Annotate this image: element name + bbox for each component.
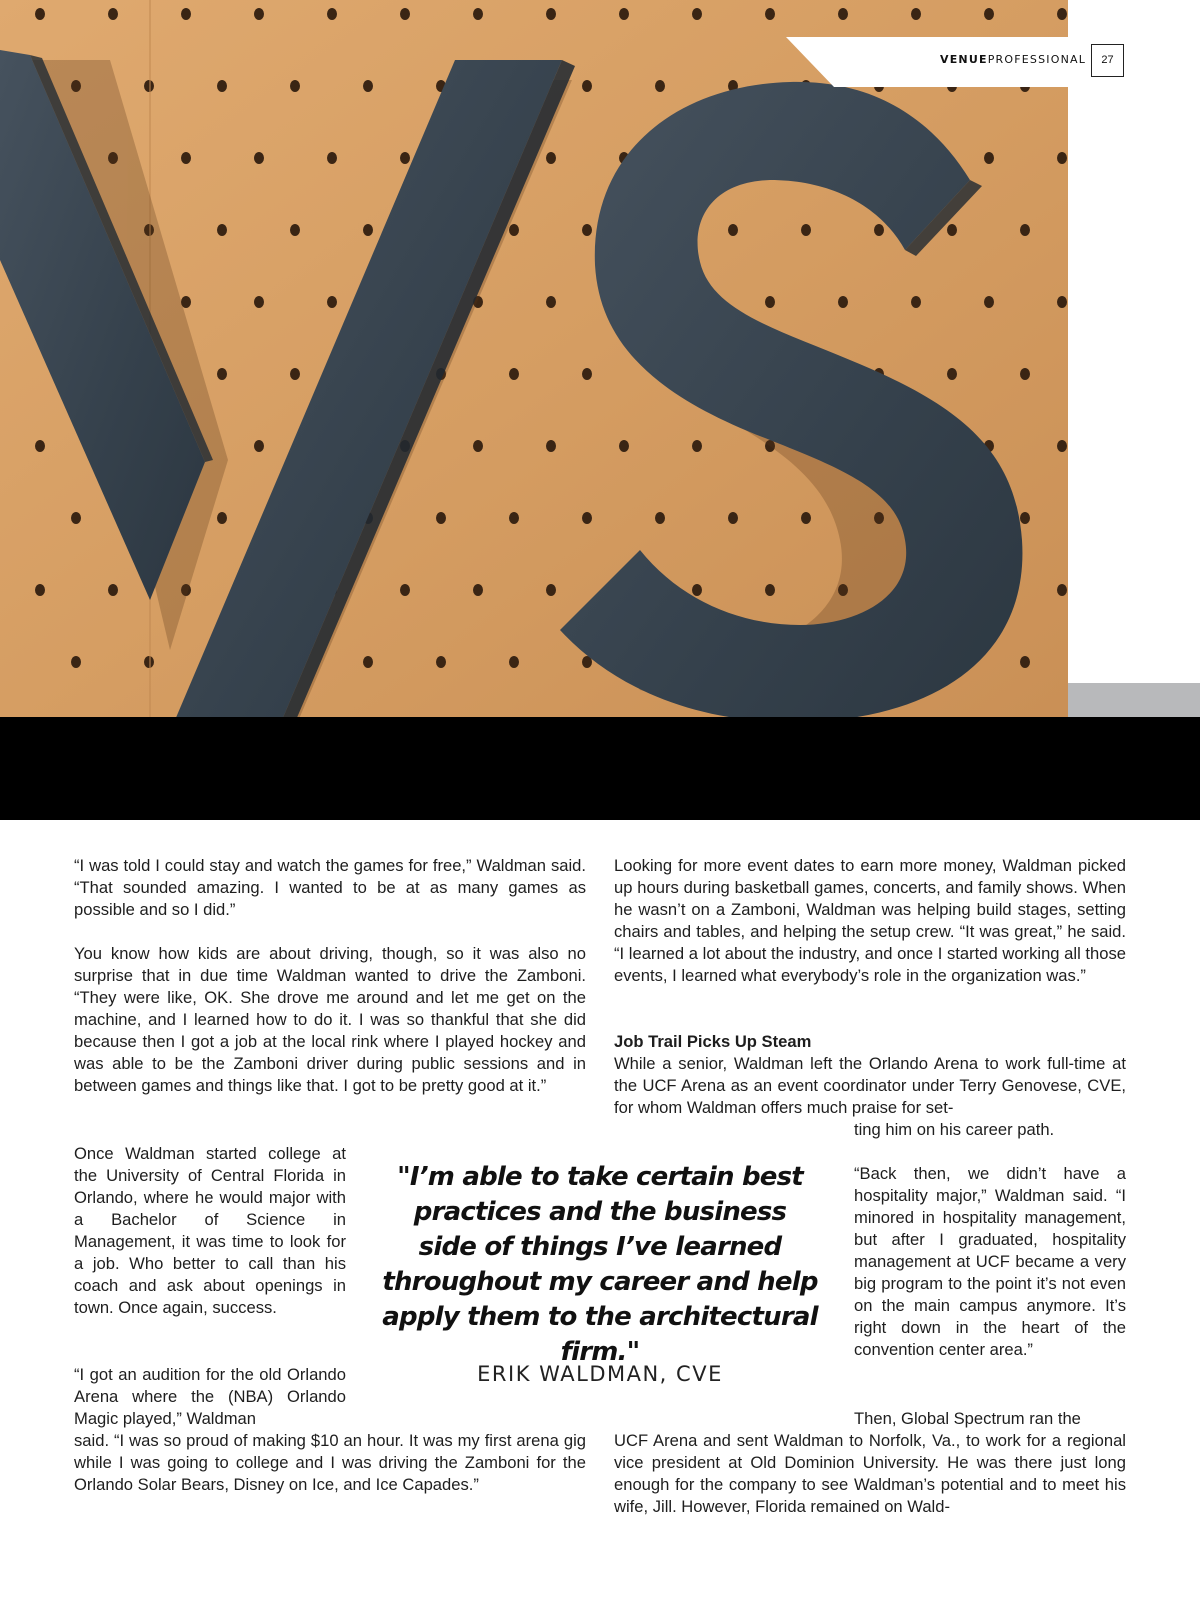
magazine-name-bold: VENUE [940, 53, 988, 66]
running-header [786, 37, 1087, 87]
right-paragraph-2-end: ting him on his career path. [854, 1120, 1055, 1139]
left-paragraph-3: Once Waldman started college at the University of Central Florida in Orlando, where he would major with a Bachelor of Science in Management, it was time to look for a job. Who better to call than his coach and ask about openings in town. Once again, success. [74, 1144, 346, 1317]
left-paragraph-4-end: said. “I was so proud of making $10 an hour. It was my first arena gig while I was going to college and I was driving the Zamboni for the Orlando Solar Bears, Disney on Ice, and Ice Capades.” [74, 1431, 586, 1494]
left-paragraph-1: “I was told I could stay and watch the games for free,” Waldman said. “That sounded amazing. I wanted to be at as many games as possible and so I did.” [74, 856, 586, 919]
right-paragraph-4-start: Then, Global Spectrum ran the [854, 1409, 1081, 1428]
right-paragraph-4-end: UCF Arena and sent Waldman to Norfolk, Va., to work for a regional vice president at Old Dominion University. He was there just long enough for the company to see Waldman’s potential and to meet his wife, Jill. However, Florida remained on Wald- [614, 1431, 1126, 1516]
right-paragraph-1: Looking for more event dates to earn more money, Waldman picked up hours during basketball games, concerts, and family shows. When he wasn’t on a Zamboni, Waldman was helping build stages, setting chairs and tables, and helping the setup crew. “It was great,” he said. “I learned a lot about the industry, and once I started working all those events, I learned what everybody’s role in the organization was.” [614, 856, 1126, 985]
pull-quote: "I’m able to take certain best practices and the business side of things I’ve learned throughout my career and help apply them to the architectural firm." [382, 1162, 818, 1367]
section-subhead: Job Trail Picks Up Steam [614, 1032, 812, 1051]
page-number: 27 [1091, 44, 1124, 77]
magazine-name-light: PROFESSIONAL [987, 53, 1087, 66]
right-paragraph-3: “Back then, we didn’t have a hospitality major,” Waldman said. “I minored in hospitality management, but after I graduated, hospitality management at UCF became a very big program to the point it’s not even on the main campus anymore. It’s right down in the heart of the convention center area.” [854, 1164, 1126, 1359]
left-paragraph-2: You know how kids are about driving, though, so it was also no surprise that in due time Waldman wanted to drive the Zamboni. “They were like, OK. She drove me around and let me get on the machine, and I learned how to do it. I was so thankful that she did because then I got a job at the local rink where I played hockey and was able to be the Zamboni driver during public sessions and in between games and things like that. I got to be pretty good at it.” [74, 944, 586, 1095]
right-paragraph-2-start: While a senior, Waldman left the Orlando Arena to work full-time at the UCF Arena as an event coordinator under Terry Genovese, CVE, for whom Waldman offers much praise for set- [614, 1054, 1126, 1117]
photo-caption-strip [0, 717, 1068, 770]
left-paragraph-4-start: “I got an audition for the old Orlando Arena where the (NBA) Orlando Magic played,” Waldman [74, 1365, 346, 1428]
hero-photo [0, 0, 1068, 770]
pull-quote-author: ERIK WALDMAN, CVE [477, 1362, 723, 1386]
